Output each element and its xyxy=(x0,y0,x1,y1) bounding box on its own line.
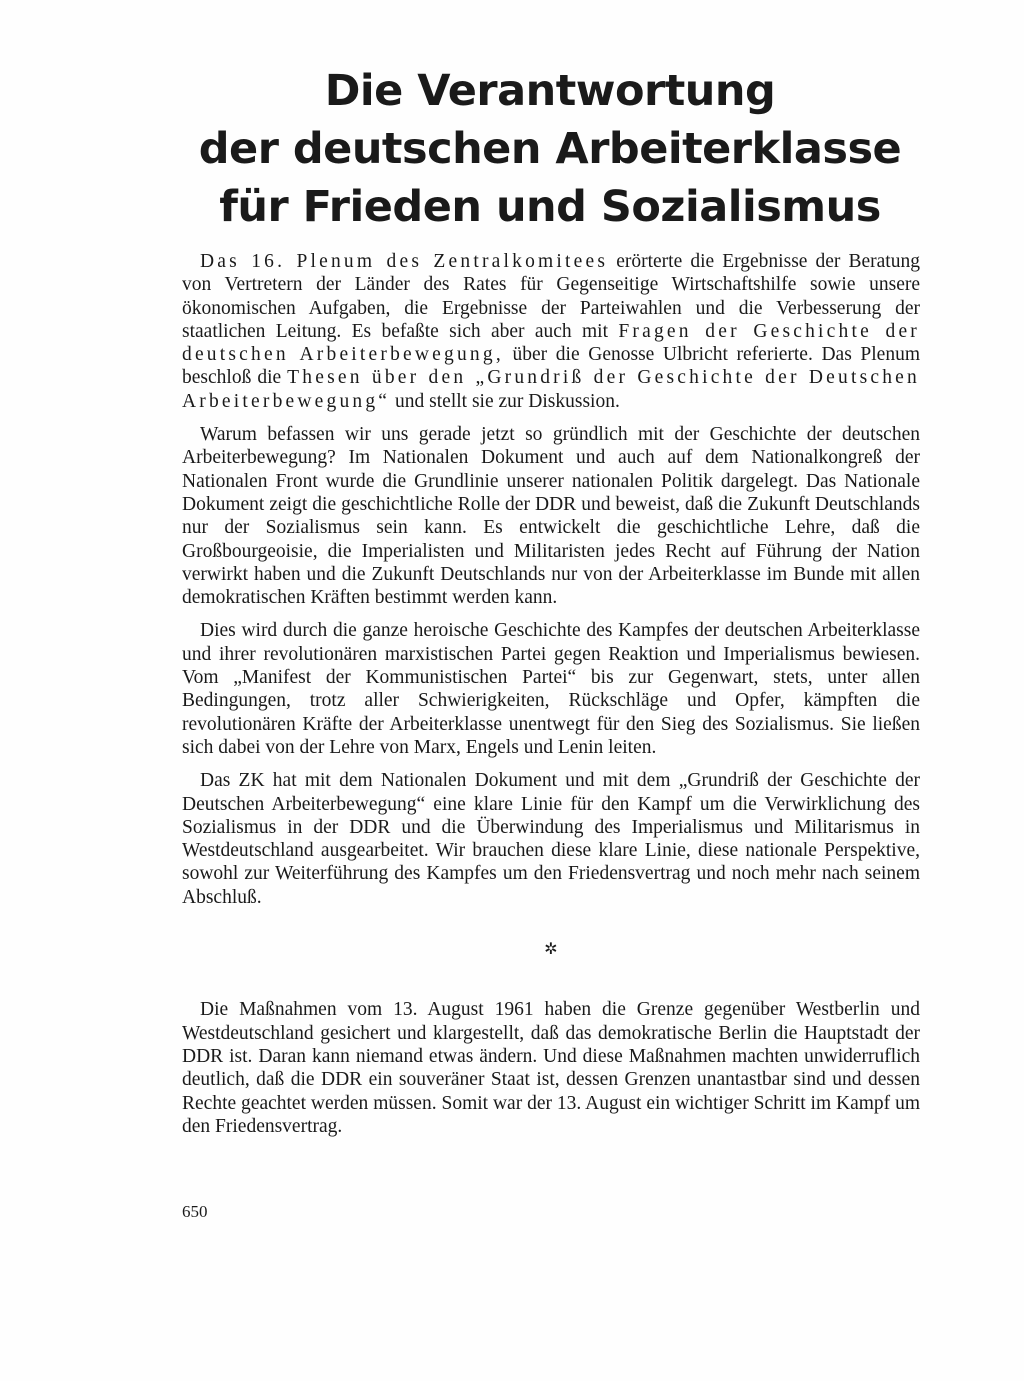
paragraph-1-text-b: über die Genosse Ulbricht referierte. Das Plenum beschloß die xyxy=(182,344,920,389)
spaced-phrase-plenum: Das 16. Plenum des Zentralkomitees xyxy=(200,251,609,272)
spaced-phrase-fragen: Fragen der Geschichte der deutschen Arbeiterbewegung, xyxy=(182,320,921,366)
paragraph-4: Das ZK hat mit dem Nationalen Dokument und mit dem „Grundriß der Geschichte der Deutschen Arbeiterbewegung“ eine klare Linie für den Kampf um die Verwirklichung des Sozialismus in der DDR und die Überwindung des Imperialismus und Militarismus in Westdeutschland ausgearbeitet. Wir brauchen diese klare Linie, diese nationale Perspektive, sowohl zur Weiterführung des Kampfes um den Friedensvertrag und noch mehr nach seinem Abschluß. xyxy=(182,770,920,908)
title-line-3: für Frieden und Sozialismus xyxy=(219,182,881,232)
paragraph-5: Die Maßnahmen vom 13. August 1961 haben die Grenze gegenüber Westberlin und Westdeutschland gesichert und klargestellt, daß das demokratische Berlin die Hauptstadt der DDR ist. Daran kann niemand etwas ändern. Und diese Maßnahmen machten unwiderruflich deutlich, daß die DDR ein souveräner Staat ist, dessen Grenzen unantastbar sind und dessen Rechte geachtet werden müssen. Somit war der 13. August ein wichtiger Schritt im Kampf um den Friedensvertrag. xyxy=(182,999,920,1137)
title-line-2: der deutschen Arbeiterklasse xyxy=(198,124,902,174)
paragraph-1-text-a: erörterte die Ergebnisse der Beratung von Vertretern der Länder des Rates für Gegenseitige Wirtschaftshilfe sowie unsere ökonomischen Aufgaben, die Ergebnisse der Parteiwahlen und die Verbesserung der staatlichen Leitung. Es befaßte sich aber auch mit xyxy=(182,251,920,342)
paragraph-1-text-c: und stellt sie zur Diskussion. xyxy=(390,390,620,412)
title-line-1: Die Verantwortung xyxy=(324,66,776,116)
paragraph-2: Warum befassen wir uns gerade jetzt so gründlich mit der Geschichte der deutschen Arbeiterbewegung? Im Nationalen Dokument und auch auf dem Nationalkongreß der Nationalen Front wurde die Grundlinie unserer nationalen Politik dargelegt. Das Nationale Dokument zeigt die geschichtliche Rolle der DDR und beweist, daß die Zukunft Deutschlands nur der Sozialismus sein kann. Es entwickelt die geschichtliche Lehre, daß die Großbourgeoisie, die Imperialisten und Militaristen jedes Recht auf Führung der Nation verwirkt haben und die Zukunft Deutschlands nur von der Arbeiterklasse im Bunde mit allen demokratischen Kräften bestimmt werden kann. xyxy=(182,424,920,609)
article-title xyxy=(180,62,920,236)
spaced-phrase-thesen: Thesen über den „Grundriß der Geschichte der Deutschen Arbeiterbewegung“ xyxy=(182,367,920,412)
section-divider-star-icon: ✲ xyxy=(544,939,558,959)
paragraph-1 xyxy=(182,250,920,413)
paragraph-3: Dies wird durch die ganze heroische Geschichte des Kampfes der deutschen Arbeiterklasse und ihrer revolutionären marxistischen Partei gegen Reaktion und Imperialismus bewiesen. Vom „Manifest der Kommunistischen Partei“ bis zur Gegenwart, stets, unter allen Bedingungen, trotz aller Schwierigkeiten, Rückschläge und Opfer, kämpften die revolutionären Kräfte der Arbeiterklasse unentwegt für den Sieg des Sozialismus. Sie ließen sich dabei von der Lehre von Marx, Engels und Lenin leiten. xyxy=(182,620,920,758)
article-body xyxy=(182,250,920,1148)
page-number: 650 xyxy=(182,1202,208,1221)
